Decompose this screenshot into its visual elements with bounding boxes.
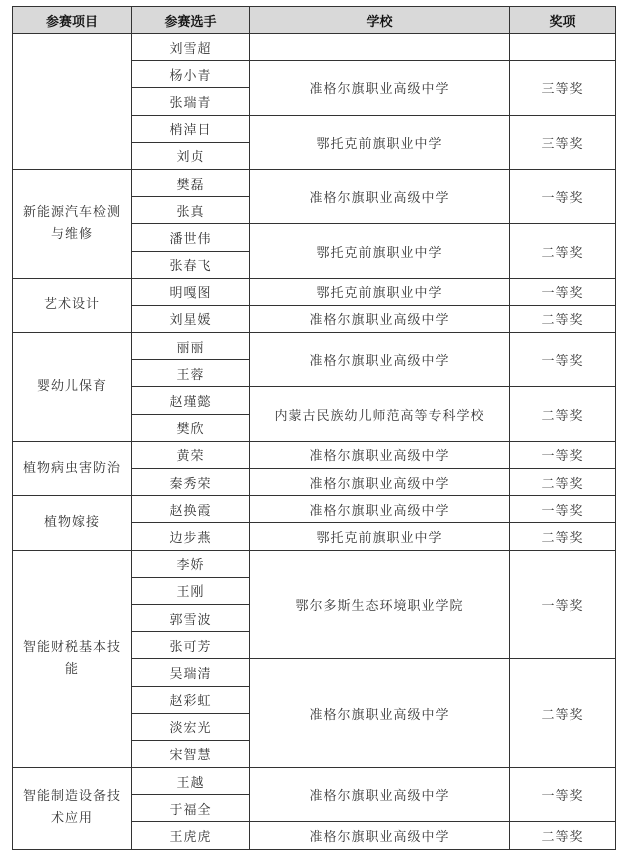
school-cell: 准格尔旗职业高级中学	[250, 169, 510, 223]
school-cell: 准格尔旗职业高级中学	[250, 822, 510, 849]
school-cell: 鄂托克前旗职业中学	[250, 523, 510, 550]
project-cell: 智能财税基本技能	[13, 550, 132, 768]
table-row	[13, 333, 616, 360]
header-award: 奖项	[510, 7, 616, 34]
school-cell: 内蒙古民族幼儿师范高等专科学校	[250, 387, 510, 441]
player-cell: 王越	[132, 768, 250, 795]
school-cell: 准格尔旗职业高级中学	[250, 61, 510, 115]
table-row	[13, 169, 616, 196]
player-cell: 于福全	[132, 795, 250, 822]
award-cell: 一等奖	[510, 496, 616, 523]
header-row	[13, 7, 616, 34]
school-cell: 鄂托克前旗职业中学	[250, 278, 510, 305]
player-cell: 宋智慧	[132, 740, 250, 767]
project-cell: 艺术设计	[13, 278, 132, 332]
player-cell: 黄荣	[132, 441, 250, 468]
player-cell: 刘雪超	[132, 34, 250, 61]
player-cell: 王虎虎	[132, 822, 250, 849]
player-cell: 刘星媛	[132, 305, 250, 332]
table-row	[13, 550, 616, 577]
player-cell: 杨小青	[132, 61, 250, 88]
school-cell: 准格尔旗职业高级中学	[250, 469, 510, 496]
header-school: 学校	[250, 7, 510, 34]
player-cell: 丽丽	[132, 333, 250, 360]
player-cell: 刘贞	[132, 142, 250, 169]
school-cell: 鄂托克前旗职业中学	[250, 224, 510, 278]
player-cell: 赵换霞	[132, 496, 250, 523]
award-cell: 三等奖	[510, 115, 616, 169]
award-cell: 二等奖	[510, 822, 616, 849]
project-cell: 植物病虫害防治	[13, 441, 132, 495]
player-cell: 明嘎图	[132, 278, 250, 305]
player-cell: 梢淖日	[132, 115, 250, 142]
player-cell: 吴瑞清	[132, 659, 250, 686]
header-player: 参赛选手	[132, 7, 250, 34]
award-cell: 二等奖	[510, 305, 616, 332]
table-row	[13, 278, 616, 305]
award-cell: 二等奖	[510, 224, 616, 278]
award-cell: 一等奖	[510, 441, 616, 468]
school-cell: 准格尔旗职业高级中学	[250, 305, 510, 332]
player-cell: 边步燕	[132, 523, 250, 550]
award-cell: 一等奖	[510, 768, 616, 822]
school-cell: 鄂托克前旗职业中学	[250, 115, 510, 169]
award-cell: 二等奖	[510, 659, 616, 768]
table-row	[13, 496, 616, 523]
player-cell: 王蓉	[132, 360, 250, 387]
header-project: 参赛项目	[13, 7, 132, 34]
award-cell: 二等奖	[510, 387, 616, 441]
project-cell: 新能源汽车检测与维修	[13, 169, 132, 278]
player-cell: 樊磊	[132, 169, 250, 196]
table-row	[13, 441, 616, 468]
school-cell: 准格尔旗职业高级中学	[250, 659, 510, 768]
player-cell: 张春飞	[132, 251, 250, 278]
school-cell: 鄂尔多斯生态环境职业学院	[250, 550, 510, 659]
results-body	[13, 34, 616, 850]
award-cell: 一等奖	[510, 169, 616, 223]
project-cell: 植物嫁接	[13, 496, 132, 550]
player-cell: 李娇	[132, 550, 250, 577]
school-cell: 准格尔旗职业高级中学	[250, 333, 510, 387]
project-cell: 婴幼儿保育	[13, 333, 132, 442]
player-cell: 郭雪波	[132, 604, 250, 631]
award-cell: 二等奖	[510, 469, 616, 496]
award-cell	[510, 34, 616, 61]
award-cell: 一等奖	[510, 278, 616, 305]
project-cell	[13, 34, 132, 170]
table-row	[13, 34, 616, 61]
results-table	[12, 6, 616, 850]
player-cell: 张可芳	[132, 632, 250, 659]
award-cell: 一等奖	[510, 333, 616, 387]
school-cell: 准格尔旗职业高级中学	[250, 441, 510, 468]
school-cell	[250, 34, 510, 61]
school-cell: 准格尔旗职业高级中学	[250, 768, 510, 822]
award-cell: 二等奖	[510, 523, 616, 550]
player-cell: 王刚	[132, 577, 250, 604]
school-cell: 准格尔旗职业高级中学	[250, 496, 510, 523]
project-cell: 智能制造设备技术应用	[13, 768, 132, 850]
award-cell: 一等奖	[510, 550, 616, 659]
player-cell: 淡宏光	[132, 713, 250, 740]
award-cell: 三等奖	[510, 61, 616, 115]
player-cell: 赵彩虹	[132, 686, 250, 713]
player-cell: 张瑞青	[132, 88, 250, 115]
table-row	[13, 768, 616, 795]
player-cell: 潘世伟	[132, 224, 250, 251]
player-cell: 赵瑾懿	[132, 387, 250, 414]
player-cell: 张真	[132, 197, 250, 224]
player-cell: 樊欣	[132, 414, 250, 441]
player-cell: 秦秀荣	[132, 469, 250, 496]
